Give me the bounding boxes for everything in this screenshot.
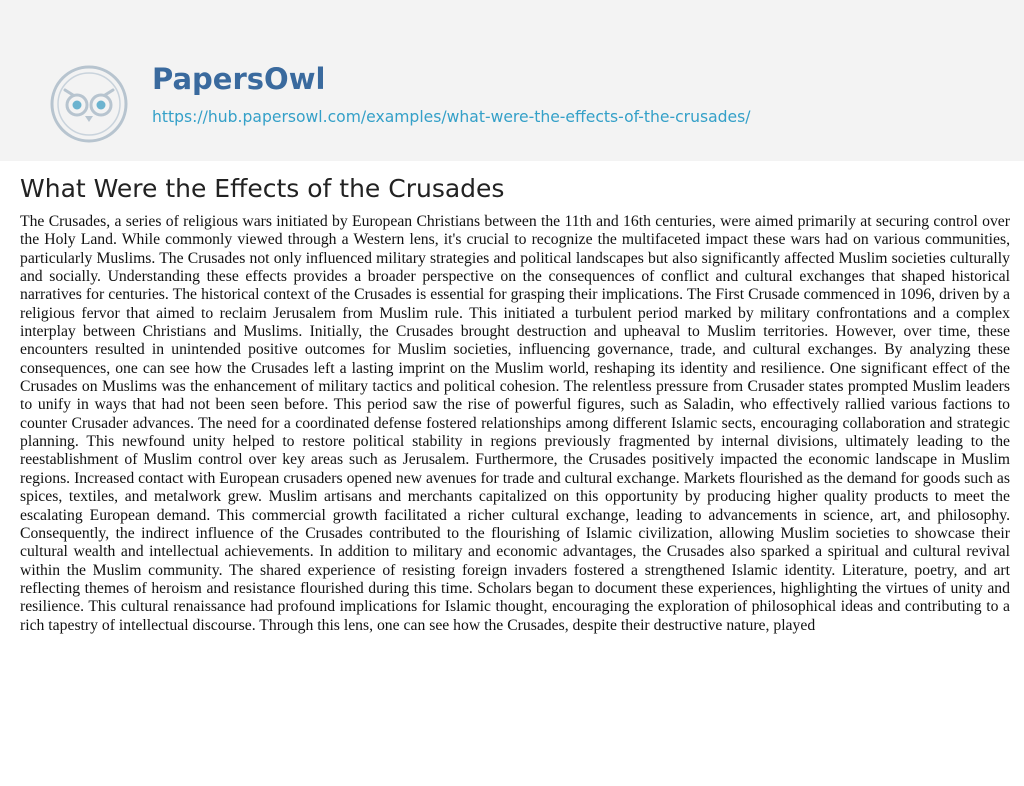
document-body: The Crusades, a series of religious wars initiated by European Christians between the 11th and 16th centuries, were aimed primarily at securing control over the Holy Land. While commonly viewed through a Western lens, it's crucial to recognize the multifaceted impact these wars had on various communities, particularly Muslims. The Crusades not only influenced military strategies and political landscapes but also significantly affected Muslim societies culturally and socially. Understanding these effects provides a broader perspective on the consequences of conflict and cultural exchanges that shaped historical narratives for centuries. The historical context of the Crusades is essential for grasping their implications. The First Crusade commenced in 1096, driven by a religious fervor that aimed to reclaim Jerusalem from Muslim rule. This initiated a turbulent period marked by military confrontations and a complex interplay between Christians and Muslims. Initially, the Crusades brought destruction and upheaval to Muslim territories. However, over time, these encounters resulted in unintended positive outcomes for Muslim societies, influencing governance, trade, and cultural exchanges. By analyzing these consequences, one can see how the Crusades left a lasting imprint on the Muslim world, reshaping its identity and resilience. One significant effect of the Crusades on Muslims was the enhancement of military tactics and political cohesion. The relentless pressure from Crusader states prompted Muslim leaders to unify in ways that had not been seen before. This period saw the rise of powerful figures, such as Saladin, who effectively rallied various factions to counter Crusader advances. The need for a coordinated defense fostered relationships among different Islamic sects, encouraging collaboration and strategic planning. This newfound unity helped to restore political stability in regions previously fragmented by internal divisions, ultimately leading to the reestablishment of Muslim control over key areas such as Jerusalem. Furthermore, the Crusades positively impacted the economic landscape in Muslim regions. Increased contact with European crusaders opened new avenues for trade and cultural exchange. Markets flourished as the demand for goods such as spices, textiles, and metalwork grew. Muslim artisans and merchants capitalized on this opportunity by producing higher quality products to meet the escalating European demand. This commercial growth facilitated a richer cultural exchange, leading to advancements in science, art, and philosophy. Consequently, the indirect influence of the Crusades contributed to the flourishing of Islamic civilization, allowing Muslim societies to showcase their cultural wealth and intellectual achievements. In addition to military and economic advantages, the Crusades also sparked a spiritual and cultural revival within the Muslim community. The shared experience of resisting foreign invaders fostered a strengthened Islamic identity. Literature, poetry, and art reflecting themes of heroism and resistance flourished during this time. Scholars began to document these experiences, highlighting the virtues of unity and resilience. This cultural renaissance had profound implications for Islamic thought, encouraging the exploration of philosophical ideas and contributing to a rich tapestry of intellectual discourse. Through this lens, one can see how the Crusades, despite their destructive nature, played <box>20 213 1010 634</box>
header-banner <box>0 0 1024 161</box>
source-url-link[interactable]: https://hub.papersowl.com/examples/what-were-the-effects-of-the-crusades/ <box>152 108 751 126</box>
brand-name[interactable]: PapersOwl <box>152 62 326 96</box>
owl-logo-icon <box>49 64 129 144</box>
document-title: What Were the Effects of the Crusades <box>20 174 505 203</box>
